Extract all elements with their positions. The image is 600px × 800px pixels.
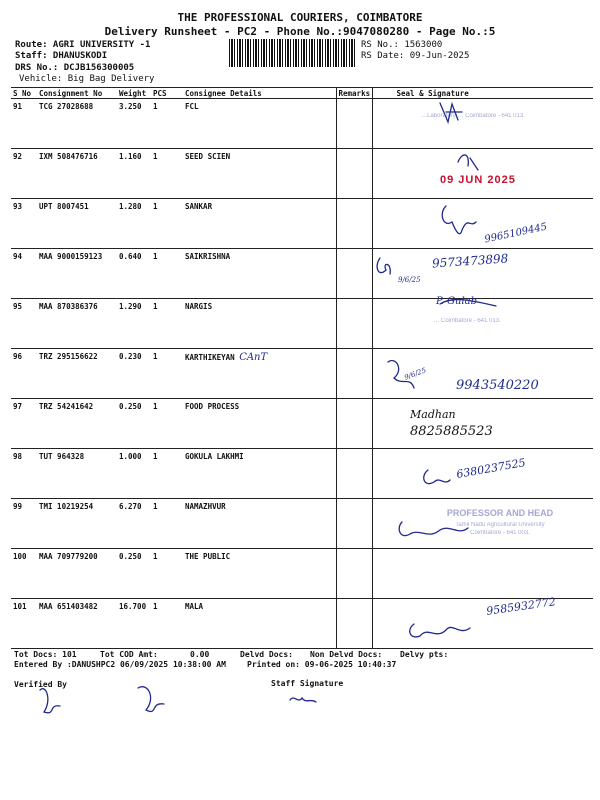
date-96: 9/6/25 (403, 366, 428, 382)
row-weight: 1.000 (117, 449, 151, 499)
row-consignee: THE PUBLIC (183, 549, 336, 599)
col-weight: Weight (117, 88, 151, 99)
col-sno: S No (11, 88, 37, 99)
rs-date: RS Date: 09-Jun-2025 (361, 51, 470, 61)
row-consignment: IXM 508476716 (37, 149, 117, 199)
row-consignment: TMI 10219254 (37, 499, 117, 549)
delivery-points: Delvy pts: (400, 650, 449, 659)
phone-93: 9965109445 (483, 221, 549, 246)
row-consignee: FCL (183, 99, 336, 149)
signature-95-name: P. Gulab (436, 296, 478, 307)
total-cod-value: 0.00 (190, 650, 210, 659)
row-consignment: TRZ 54241642 (37, 399, 117, 449)
row-sno: 96 (11, 349, 37, 399)
rs-number: RS No.: 1563000 (361, 40, 443, 50)
handwritten-note: CAnT (239, 352, 268, 363)
phone-98: 6380237525 (455, 456, 527, 481)
row-consignment: MAA 651403482 (37, 599, 117, 649)
col-remarks: Remarks (336, 88, 372, 99)
staff-label: Staff: DHANUSKODI (15, 51, 108, 61)
row-consignee: SEED SCIEN (183, 149, 336, 199)
phone-97: 8825885523 (410, 424, 493, 439)
row-pcs: 1 (151, 549, 183, 599)
row-pcs: 1 (151, 249, 183, 299)
col-pcs: PCS (151, 88, 183, 99)
date-94: 9/6/25 (398, 276, 421, 284)
row-weight: 16.700 (117, 599, 151, 649)
row-pcs: 1 (151, 149, 183, 199)
row-weight: 0.640 (117, 249, 151, 299)
row-sno: 100 (11, 549, 37, 599)
row-pcs: 1 (151, 499, 183, 549)
company-title: THE PROFESSIONAL COURIERS, COIMBATORE (177, 11, 423, 24)
row-weight: 3.250 (117, 99, 151, 149)
name-97: Madhan (410, 408, 456, 421)
row-consignee: NAMAZHVUR (183, 499, 336, 549)
row-sno: 92 (11, 149, 37, 199)
row-pcs: 1 (151, 399, 183, 449)
printed-on: Printed on: 09-06-2025 10:40:37 (247, 660, 397, 669)
row-pcs: 1 (151, 299, 183, 349)
row-consignee: NARGIS (183, 299, 336, 349)
stamp-91: …Laboratory … Coimbatore - 641 013. (421, 113, 525, 119)
row-pcs: 1 (151, 199, 183, 249)
stamp-99-title: PROFESSOR AND HEAD (446, 508, 554, 518)
col-consignee: Consignee Details (183, 88, 336, 99)
vehicle-label: Vehicle: Big Bag Delivery (19, 74, 155, 84)
route-label: Route: AGRI UNIVERSITY -1 (15, 40, 151, 50)
row-pcs: 1 (151, 99, 183, 149)
row-pcs: 1 (151, 349, 183, 399)
signature-98 (424, 470, 450, 484)
row-weight: 1.280 (117, 199, 151, 249)
runsheet-subtitle: Delivery Runsheet - PC2 - Phone No.:9047080280 - Page No.:5 (104, 25, 496, 38)
row-consignment: TCG 27028688 (37, 99, 117, 149)
verified-by-label: Verified By (14, 680, 67, 689)
row-sno: 101 (11, 599, 37, 649)
total-cod-label: Tot COD Amt: (100, 650, 158, 659)
row-sno: 91 (11, 99, 37, 149)
row-sno: 95 (11, 299, 37, 349)
verified-signature-1 (40, 689, 60, 713)
col-seal-signature: Seal & Signature (372, 88, 593, 99)
row-sno: 93 (11, 199, 37, 249)
non-delivered-docs: Non Delvd Docs: (310, 650, 383, 659)
signature-94 (377, 258, 390, 274)
signature-101 (410, 624, 470, 637)
row-consignment: MAA 709779200 (37, 549, 117, 599)
row-consignee: MALA (183, 599, 336, 649)
row-weight: 0.230 (117, 349, 151, 399)
signature-93 (442, 206, 476, 234)
drs-label: DRS No.: DCJB156300005 (15, 63, 135, 73)
row-sno: 99 (11, 499, 37, 549)
verified-signature-2 (138, 687, 164, 712)
row-consignment: TUT 964328 (37, 449, 117, 499)
row-weight: 6.270 (117, 499, 151, 549)
row-weight: 0.250 (117, 399, 151, 449)
row-pcs: 1 (151, 599, 183, 649)
entered-by: Entered By :DANUSHPC2 06/09/2025 10:38:00 AM (14, 660, 226, 669)
delivered-docs: Delvd Docs: (240, 650, 293, 659)
signature-92 (458, 155, 478, 170)
row-sno: 98 (11, 449, 37, 499)
row-consignee: SAIKRISHNA (183, 249, 336, 299)
row-consignment: TRZ 295156622 (37, 349, 117, 399)
staff-signature-label: Staff Signature (271, 679, 344, 688)
row-consignee: FOOD PROCESS (183, 399, 336, 449)
row-sno: 97 (11, 399, 37, 449)
phone-94: 9573473898 (431, 251, 509, 271)
row-weight: 1.160 (117, 149, 151, 199)
consignee-name: KARTHIKEYAN (185, 353, 235, 362)
stamp-99-line2: Coimbatore - 641 003. (470, 530, 530, 536)
phone-101: 9585932772 (485, 595, 557, 618)
row-weight: 0.250 (117, 549, 151, 599)
row-consignment: MAA 9000159123 (37, 249, 117, 299)
stamp-99-line1: Tamil Nadu Agricultural University (455, 522, 545, 528)
col-consignment: Consignment No (37, 88, 117, 99)
row-consignee: SANKAR (183, 199, 336, 249)
row-consignee: GOKULA LAKHMI (183, 449, 336, 499)
row-consignment: UPT 8007451 (37, 199, 117, 249)
phone-96: 9943540220 (456, 378, 539, 393)
row-consignment: MAA 870386376 (37, 299, 117, 349)
row-sno: 94 (11, 249, 37, 299)
staff-signature-mark (290, 698, 316, 702)
row-weight: 1.290 (117, 299, 151, 349)
stamp-95: … Coimbatore - 641 013. (433, 318, 501, 324)
date-stamp-92: 09 JUN 2025 (440, 174, 516, 186)
total-docs: Tot Docs: 101 (14, 650, 77, 659)
row-pcs: 1 (151, 449, 183, 499)
